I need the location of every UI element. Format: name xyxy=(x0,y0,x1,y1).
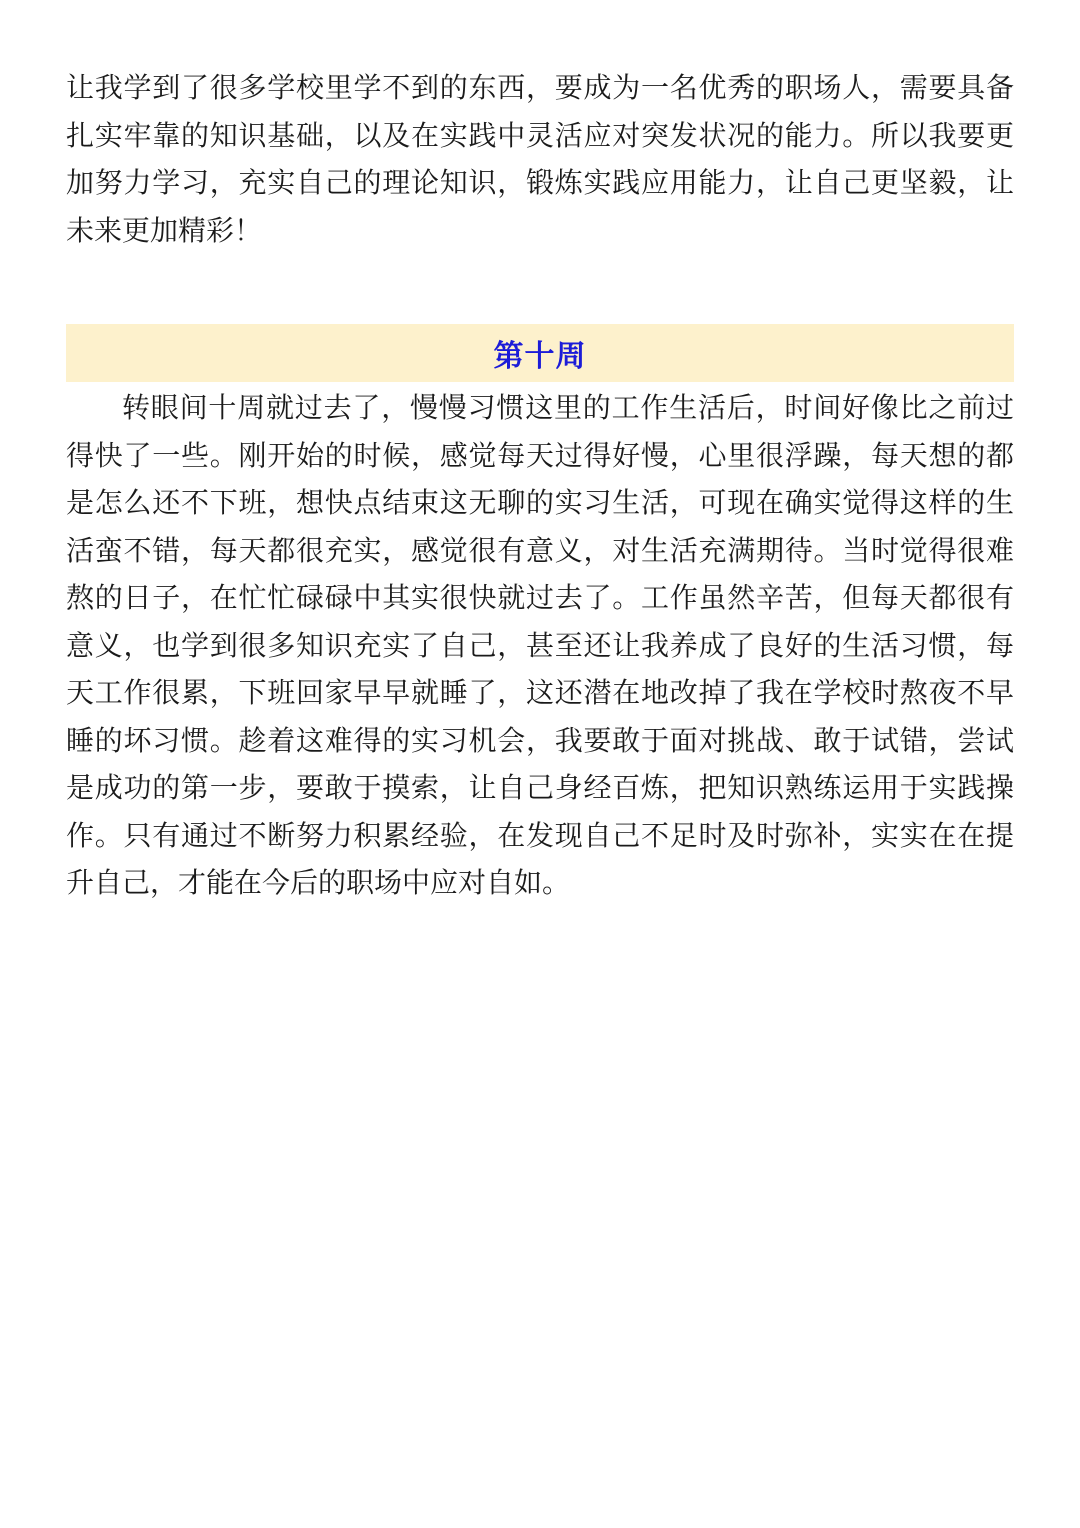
intro-paragraph: 让我学到了很多学校里学不到的东西，要成为一名优秀的职场人，需要具备扎实牢靠的知识基础，以及在实践中灵活应对突发状况的能力。所以我要更加努力学习，充实自己的理论知识，锻炼实践应用能力，让自己更坚毅，让未来更加精彩！ xyxy=(66,71,1014,247)
section-header-week-ten xyxy=(66,324,1014,382)
week-ten-paragraph: 转眼间十周就过去了，慢慢习惯这里的工作生活后，时间好像比之前过得快了一些。刚开始的时候，感觉每天过得好慢，心里很浮躁，每天想的都是怎么还不下班，想快点结束这无聊的实习生活，可现在确实觉得这样的生活蛮不错，每天都很充实，感觉很有意义，对生活充满期待。当时觉得很难熬的日子，在忙忙碌碌中其实很快就过去了。工作虽然辛苦，但每天都很有意义，也学到很多知识充实了自己，甚至还让我养成了良好的生活习惯，每天工作很累，下班回家早早就睡了，这还潜在地改掉了我在学校时熬夜不早睡的坏习惯。趁着这难得的实习机会，我要敢于面对挑战、敢于试错，尝试是成功的第一步，要敢于摸索，让自己身经百炼，把知识熟练运用于实践操作。只有通过不断努力积累经验，在发现自己不足时及时弥补，实实在在提升自己，才能在今后的职场中应对自如。 xyxy=(66,391,1014,899)
document-page xyxy=(66,64,1014,907)
section-title: 第十周 xyxy=(493,339,587,374)
